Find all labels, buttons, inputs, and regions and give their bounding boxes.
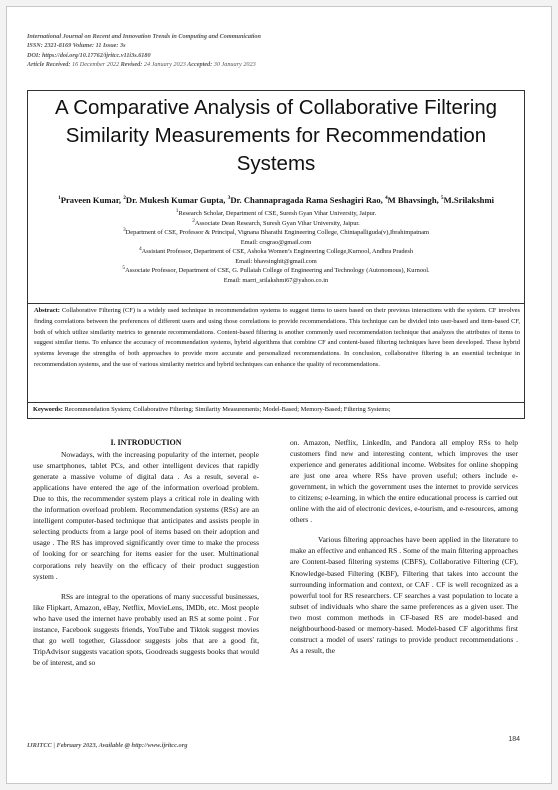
footer: IJRITCC | February 2023, Available @ http://www.ijritcc.org — [27, 742, 188, 749]
page-number: 184 — [508, 736, 520, 743]
journal-name: International Journal on Recent and Innovation Trends in Computing and Communication — [27, 33, 261, 40]
affiliation-line: $^4$Assistant Professor, Department of CSE, Ashoka Women’s Engineering College,Kurnool, Andhra Pradesh — [138, 245, 414, 255]
accepted-date: 30 January 2023 — [213, 61, 256, 69]
body-paragraph: RSs are integral to the operations of many successful businesses, like Flipkart, Amazon, eBay, Netflix, MovieLens, IMDb, etc. Most people who have used the internet have probably used an RS at some point . For instance, Facebook suggests friends, YouTube and Tiktok suggest movies that go well together, Glassdoor suggests jobs that are a good fit, TripAdvisor suggests vacation spots, Goodreads suggests books that would be of interest, and so — [33, 591, 259, 667]
body-paragraph: Nowadays, with the increasing popularity of the internet, people use smartphones, tablet PCs, and other intelligent devices that rapidly generate a massive volume of digital data . As a result, several e-applications have entered the age of the information overload problem. Due to this, the recommender system plays a critical role in dealing with the information overload problem. Recommendation systems (RSs) are an intelligent computer-based technique that anticipates and assists people in selecting products from a large pool of items based on their adoption and usage . The RS has improved significantly over time to make the process of looking for or searching for items easier for the user. Multinational corporations rely heavily on the efficacy of their product suggestion system . — [33, 450, 259, 581]
affiliations — [28, 209, 524, 285]
revised-label: Revised: — [120, 61, 143, 69]
author: $^3$Dr. Channapragada Rama Seshagiri Rao, — [227, 195, 385, 205]
paper-title — [28, 94, 524, 178]
keywords — [33, 406, 521, 413]
revised-date: 24 January 2023 — [143, 61, 186, 69]
right-column — [290, 437, 518, 656]
section-heading: I. INTRODUCTION — [110, 438, 182, 447]
journal-doi: DOI: https://doi.org/10.17762/ijritcc.v11i3s.6180 — [27, 51, 151, 59]
abstract-text: Collaborative Filtering (CF) is a widely used technique in recommendation systems to suggest items to users based on their previous interactions with the system. CF involves finding correlations between the preferences of different users and using those correlations to provide recommendations. This technique can be divided into user-based and item-based CF, both of which utilize similarity metrics to generate recommendations. Content-based filtering is another commonly used recommendation technique that analyzes the attributes of items to suggest similar items. To enhance the accuracy of recommendation systems, hybrid algorithms that combine CF and content-based filtering techniques have been developed. These hybrid systems leverage the strengths of both approaches to provide more accurate and personalized recommendations. In conclusion, collaborative filtering is an essential technique in recommendation systems, and the use of various similarity metrics and hybrid techniques can enhance the quality of recommendations. — [34, 307, 520, 368]
affiliation-line: $^3$Department of CSE, Professor & Principal, Vignana Bharathi Engineering College, Chintapalliguda(v),Ibrahimpatnam — [122, 226, 430, 236]
abstract — [34, 306, 520, 371]
title-line: A Comparative Analysis of Collaborative Filtering — [54, 96, 498, 119]
journal-header — [27, 32, 527, 70]
received-label: Article Received: — [27, 61, 71, 69]
author-list — [28, 195, 524, 205]
abstract-label: Abstract: — [34, 307, 60, 314]
affiliation-email: Email: crsgrao@gmail.com — [240, 238, 312, 246]
abstract-box — [27, 303, 525, 403]
title-box — [27, 90, 525, 304]
author: $^1$Praveen Kumar, — [58, 195, 124, 205]
affiliation-line: $^2$Associate Dean Research, Suresh Gyan Vihar University, Jaipur. — [192, 217, 360, 227]
author: $^4$M Bhavsingh, — [384, 195, 441, 205]
title-line: Similarity Measurements for Recommendation — [65, 124, 487, 147]
accepted-label: Accepted: — [187, 61, 213, 69]
received-date: 16 December 2022 — [72, 61, 120, 69]
title-line: Systems — [236, 152, 316, 175]
affiliation-line: $^1$Research Scholar, Department of CSE, Suresh Gyan Vihar University, Jaipur. — [175, 207, 377, 217]
left-column — [33, 437, 259, 668]
affiliation-email: Email: bhavsinghit@gmail.com — [235, 257, 317, 265]
author: $^2$Dr. Mukesh Kumar Gupta, — [123, 195, 228, 205]
affiliation-line: $^5$Associate Professor, Department of CSE, G. Pullaiah College of Engineering and Technology (Autonomous), Kurnool. — [122, 264, 430, 274]
article-dates — [27, 60, 527, 69]
keywords-box — [27, 402, 525, 419]
keywords-label: Keywords: — [33, 406, 63, 413]
keywords-text: Recommendation System; Collaborative Filtering; Similarity Measurements; Model-Based; Memory-Based; Filtering Systems; — [64, 406, 391, 413]
journal-issn: ISSN: 2321-8169 Volume: 11 Issue: 3s — [27, 42, 126, 50]
body-paragraph: on. Amazon, Netflix, LinkedIn, and Pandora all employ RSs to help customers find new and interesting content, which improves the user experience and generates additional income. Websites for online shopping are just one area where RSs have proven useful; others include e-government, in which the government uses the internet to provide services to citizens; e-learning, in which the entire educational process is carried out online with the aid of electronic devices, e-tourism, and e-resources, among others . — [290, 438, 518, 525]
author: $^5$M.Srilakshmi — [440, 195, 494, 205]
body-paragraph: Various filtering approaches have been applied in the literature to make an effective and enhanced RS . Some of the main filtering approaches are Content-based filtering systems (CBFS), Collaborative Filtering (CF), Knowledge-based Filtering (KBF), Filtering that takes into account the surrounding information and context, or CAF . CF is well recognized as a powerful tool for RS researchers. CF searches a vast population to locate a subset of individuals who share the same preferences as a given user. The two most common methods in CF-based RS are model-based and neighbourhood-based or memory-based. Model-based CF algorithms first construct a model of users' ratings to provide product recommendations . As a result, the — [290, 535, 518, 655]
affiliation-email: Email: marri_srilakshmi67@yahoo.co.in — [223, 276, 329, 284]
